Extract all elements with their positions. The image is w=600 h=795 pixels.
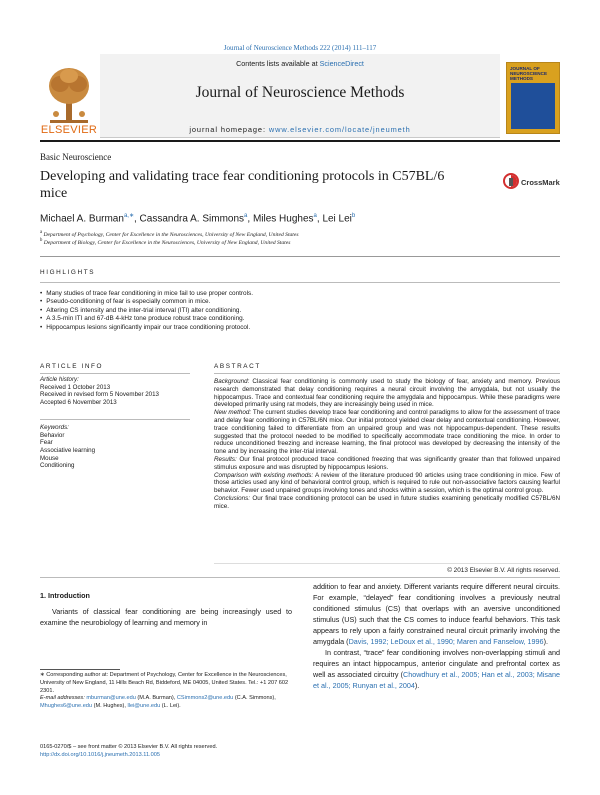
highlights-list [40, 290, 560, 332]
affiliation-a [40, 230, 299, 238]
crossmark-button[interactable] [503, 173, 563, 193]
divider [40, 256, 560, 257]
article-info [40, 376, 190, 470]
cover-panel [511, 83, 555, 129]
history-received: Received 1 October 2013 [40, 383, 111, 391]
email-owner: (L. Lei). [160, 703, 181, 710]
email-link[interactable]: mburman@une.edu [86, 695, 136, 702]
affiliation-a-mark: a [40, 230, 43, 235]
author-marks[interactable]: b [351, 213, 356, 219]
paragraph-text: addition to fear and anxiety. Different variants require different neural circuits. For example, “delayed” fear conditioning involves a previously neutral conditioned stimulus (CS) that overlaps with an aversive unconditioned stimulus (US) such that the CS comes to induce fearful behaviors. This task appears to rely upon a fairly constrained neural circuit primarily involving the amygdala ( [313, 582, 560, 646]
abstract-label: New method: [214, 409, 252, 417]
author-marks[interactable]: a [313, 213, 317, 219]
highlight-item: • Many studies of trace fear conditioning in mice fail to use proper controls. [40, 290, 560, 298]
email-link[interactable]: Mhughes6@une.edu [40, 703, 93, 710]
abstract-paragraph [214, 378, 560, 409]
email-addresses [40, 695, 294, 711]
abstract-label: Conclusions: [214, 494, 251, 502]
keywords-label: Keywords: [40, 423, 69, 431]
affiliation-a-text: Department of Psychology, Center for Excellence in the Neurosciences, University of New England, United States [43, 231, 299, 238]
history-label: Article history: [40, 376, 79, 383]
corresponding-author-note: ∗ Corresponding author at: Department of Psychology, Center for Excellence in the Neurosciences, University of New England, 11 Hills Beach Rd, Biddeford, ME 04005, United States. Tel.: +1 207 602 2301. [40, 672, 289, 694]
email-owner: (M.A. Burman), [135, 695, 177, 702]
abstract-text: The current studies develop trace fear conditioning and control paradigms to allow for the assessment of trace and delay fear conditioning in C57BL/6N mice. Our initial protocol yielded clear delay and contextual conditioning. However, trace conditioning failed to differentiate from an unpaired group and was not hippocampus-dependent. These results suggested that the protocol needed to be modified to specifically accommodate trace conditioning the mice. In order to reduce unconditioned freezing and increase learning, the final protocol was developed by decreasing the intensity of the tone and by increasing the inter-trial interval. [214, 409, 560, 456]
author-marks[interactable]: a,∗ [123, 213, 134, 219]
author-name: Michael A. Burman [40, 213, 124, 225]
homepage-prefix: journal homepage: [189, 125, 269, 134]
paragraph-text: ). [543, 637, 548, 646]
author-list [40, 212, 355, 224]
keyword: Conditioning [40, 462, 75, 470]
divider [40, 577, 560, 578]
citation-link[interactable]: Chowdhury et al., 2005; Han et al., 2003; Misane et al., 2005; Runyan et al., 2004 [313, 670, 560, 690]
abstract-label: Results: [214, 455, 237, 463]
abstract-text: Classical fear conditioning is commonly used to study the biology of fear, anxiety and memory. Previous research demonstrated that delay conditioning requires a neural circuit involving the amygdala, but not usually the hippocampus. Trace and contextual fear conditioning require the amygdala and hippocampus. While these paradigms were developed primarily using rat models, they are increasingly being used in mice. [214, 378, 560, 409]
crossmark-label: CrossMark [521, 178, 560, 187]
intro-heading: 1. Introduction [40, 591, 90, 600]
abstract-text: A review of the literature produced 90 articles using trace conditioning in mice. Few of those articles used any kind of behavioral control group, which is required to rule out non-associative factors causing fearful behavior. Fewer used unpaired groups involving tones and shocks within a session, which is the optimal control group. [214, 471, 560, 495]
body-paragraph [313, 581, 560, 647]
paragraph-text: In contrast, “trace” fear conditioning involves non-overlapping stimuli and requires an intact hippocampus, anterior cingulate and prefrontal cortex as well as associated circuitry ( [313, 648, 560, 679]
email-link[interactable]: llei@une.edu [127, 703, 161, 710]
keyword: Mouse [40, 454, 59, 462]
highlight-item: • Pseudo-conditioning of fear is especially common in mice. [40, 298, 560, 306]
journal-title: Journal of Neuroscience Methods [195, 84, 405, 101]
author-name: Cassandra A. Simmons [139, 213, 245, 225]
crossmark-icon [503, 173, 519, 191]
email-owner: (C.A. Simmons), [233, 695, 276, 702]
citation-link[interactable]: Davis, 1992; LeDoux et al., 1990; Maren and Fanselow, 1996 [348, 637, 544, 646]
author-separator: , [316, 213, 323, 225]
divider [214, 373, 560, 374]
copyright-notice: © 2013 Elsevier B.V. All rights reserved. [447, 567, 560, 574]
email-owner: (M. Hughes), [92, 703, 128, 710]
contents-prefix: Contents lists available at [236, 59, 320, 68]
keyword: Fear [40, 439, 53, 447]
divider [40, 282, 560, 283]
author-name: Miles Hughes [252, 213, 314, 225]
abstract-heading: ABSTRACT [214, 363, 261, 370]
article-info-heading: ARTICLE INFO [40, 363, 104, 370]
highlight-item: • Altering CS intensity and the inter-trial interval (ITI) alter conditioning. [40, 307, 560, 315]
doi-link[interactable]: http://dx.doi.org/10.1016/j.jneumeth.2013.11.005 [40, 751, 160, 758]
abstract-label: Background: [214, 378, 250, 385]
email-link[interactable]: CSimmons2@une.edu [176, 695, 234, 702]
abstract-label: Comparison with existing methods: [214, 471, 314, 479]
body-paragraph [313, 647, 560, 691]
abstract-paragraph [214, 472, 560, 495]
sciencedirect-link[interactable]: ScienceDirect [319, 59, 364, 68]
journal-reference[interactable]: Journal of Neuroscience Methods 222 (2014) 111–117 [223, 44, 377, 52]
author-separator: , [247, 213, 253, 225]
author-separator: , [133, 213, 140, 225]
journal-cover-thumbnail[interactable] [506, 62, 560, 134]
abstract-paragraph [214, 495, 560, 511]
homepage-link[interactable]: www.elsevier.com/locate/jneumeth [268, 125, 411, 134]
divider [214, 563, 560, 564]
keyword: Behavior [40, 431, 65, 439]
highlight-item: • Hippocampus lesions significantly impair our trace conditioning protocol. [40, 324, 560, 332]
intro-paragraph: Variants of classical fear conditioning are being increasingly used to examine the neurobiology of learning and memory in [40, 607, 292, 627]
right-column-text [313, 581, 560, 691]
affiliation-b [40, 238, 290, 246]
abstract-text: Our final trace conditioning protocol can be used in future studies examining genetically modified C57BL/6N mice. [214, 494, 560, 510]
abstract-paragraph [214, 456, 560, 472]
abstract-paragraph [214, 409, 560, 456]
article-title: Developing and validating trace fear conditioning protocols in C57BL/6 mice [40, 169, 445, 201]
highlight-item: • A 3.5-min ITI and 67-dB 4-kHz tone produce robust trace conditioning. [40, 315, 560, 323]
author-marks[interactable]: a [244, 213, 248, 219]
history-revised: Received in revised form 5 November 2013 [40, 391, 159, 399]
section-label: Basic Neuroscience [40, 152, 112, 162]
homepage-line [100, 125, 500, 134]
keyword: Associative learning [40, 446, 96, 454]
affiliation-b-text: Department of Biology, Center for Excellence in the Neurosciences, University of New England, United States [43, 239, 291, 246]
issn-line: 0165-0270/$ – see front matter © 2013 Elsevier B.V. All rights reserved. [40, 744, 218, 750]
footnotes [40, 672, 294, 711]
paragraph-text: ). [414, 681, 420, 690]
contents-line [100, 59, 500, 68]
divider [40, 419, 190, 420]
affiliation-b-mark: b [40, 238, 43, 243]
highlights-heading: HIGHLIGHTS [40, 269, 96, 276]
email-label: E-mail addresses: [40, 695, 87, 702]
issn-doi [40, 744, 340, 760]
header-rule [40, 140, 560, 142]
divider [40, 373, 190, 374]
history-accepted: Accepted 6 November 2013 [40, 399, 117, 407]
author-name: Lei Lei [322, 213, 352, 225]
abstract-body [214, 378, 560, 511]
footnote-rule [40, 669, 120, 670]
abstract-text: Our final protocol produced trace conditioned freezing that was significantly greater than that followed unpaired stimulus exposure and was disrupted by hippocampus lesions. [214, 455, 560, 471]
elsevier-wordmark: ELSEVIER [40, 124, 98, 136]
cover-title: JOURNAL OF NEUROSCIENCE METHODS [510, 66, 548, 82]
